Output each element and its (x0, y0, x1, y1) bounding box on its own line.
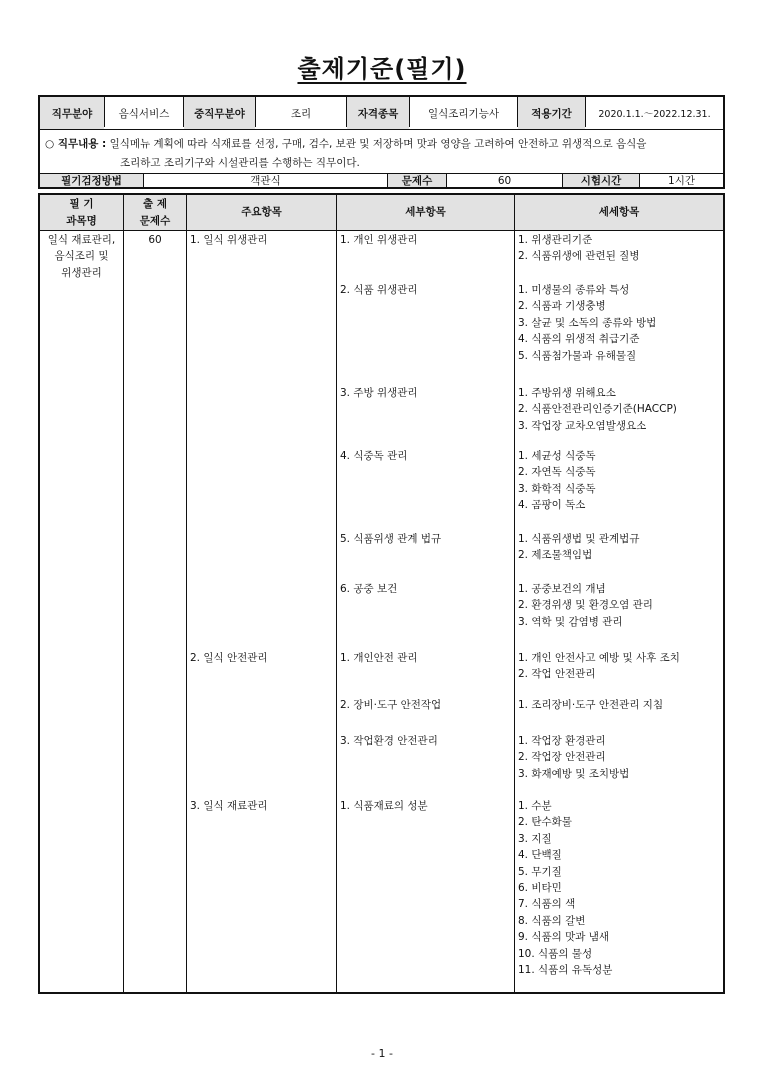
sub-item: 3. 주방 위생관리 (340, 387, 418, 399)
sub-item: 6. 공중 보건 (340, 583, 398, 595)
detail-item: 2. 제조물책임법 (518, 549, 593, 562)
row-divider (40, 129, 723, 130)
detail-item: 11. 식품의 유독성분 (518, 964, 613, 977)
detail-item: 2. 식품위생에 관련된 질병 (518, 250, 640, 263)
detail-list (518, 385, 677, 434)
job-field-label: 직무분야 (40, 97, 104, 129)
time-value: 1시간 (668, 175, 695, 187)
mid-field-label: 중직무분야 (184, 97, 255, 129)
header-count (124, 195, 186, 230)
detail-item: 1. 미생물의 종류와 특성 (518, 284, 630, 296)
cert-label: 자격종목 (347, 97, 409, 129)
detail-item: 1. 위생관리기준 (518, 234, 593, 246)
detail-item: 3. 지질 (518, 832, 552, 845)
detail-item: 1. 세균성 식중독 (518, 450, 596, 462)
detail-item: 4. 단백질 (518, 849, 562, 862)
col-divider (123, 195, 124, 992)
detail-list (518, 581, 653, 630)
detail-item: 9. 식품의 맛과 냄새 (518, 931, 610, 944)
detail-list (518, 531, 639, 564)
detail-item: 3. 작업장 교차오염발생요소 (518, 419, 647, 432)
detail-item: 10. 식품의 물성 (518, 947, 593, 960)
detail-item: 2. 탄수화물 (518, 816, 572, 829)
cert-value: 일식조리기능사 (427, 107, 499, 120)
detail-list (518, 448, 596, 514)
detail-item: 3. 살균 및 소독의 종류와 방법 (518, 316, 657, 329)
detail-item: 2. 자연독 식중독 (518, 466, 596, 479)
detail-item: 7. 식품의 색 (518, 898, 576, 911)
detail-item: 4. 곰팡이 독소 (518, 499, 586, 512)
detail-item: 2. 식품안전관리인증기준(HACCP) (518, 403, 677, 416)
detail-item: 4. 식품의 위생적 취급기준 (518, 333, 640, 346)
period-value: 2020.1.1.～2022.12.31. (598, 109, 711, 120)
header-subject-line1: 필 기 (69, 197, 94, 210)
sub-item: 2. 식품 위생관리 (340, 284, 418, 296)
detail-list (518, 650, 680, 683)
duty-text-line1: 일식메뉴 계획에 따라 식재료를 선정, 구매, 검수, 보관 및 저장하며 맛과 영양을 고려하여 안전하고 위생적으로 음식을 (109, 138, 647, 150)
subject-line: 음식조리 및 (54, 250, 109, 263)
exam-info-box (38, 95, 725, 189)
main-item: 3. 일식 재료관리 (190, 800, 268, 812)
detail-item: 1. 수분 (518, 800, 552, 812)
count-value: 60 (497, 174, 512, 187)
col-divider (186, 195, 187, 992)
detail-item: 2. 작업 안전관리 (518, 668, 596, 681)
mid-field-value: 조리 (290, 107, 312, 120)
page-title: 출제기준(필기) (297, 55, 467, 83)
period-label: 적용기간 (518, 97, 585, 129)
header-subject-line2: 과목명 (66, 214, 97, 227)
job-field-value: 음식서비스 (118, 107, 170, 120)
detail-item: 1. 작업장 환경관리 (518, 735, 606, 747)
duty-description (45, 135, 725, 173)
detail-item: 6. 비타민 (518, 882, 562, 895)
header-detail-item: 세세항목 (598, 206, 640, 218)
col-divider (514, 195, 515, 992)
detail-item: 1. 공중보건의 개념 (518, 583, 606, 595)
method-label: 필기검정방법 (40, 174, 143, 187)
header-count-line2: 문제수 (139, 214, 171, 227)
main-item: 2. 일식 안전관리 (190, 652, 268, 664)
col-divider (336, 195, 337, 992)
detail-item: 8. 식품의 갈변 (518, 914, 586, 927)
detail-list (518, 798, 612, 978)
detail-item: 3. 화학적 식중독 (518, 482, 596, 495)
detail-list (518, 733, 629, 782)
subject-line: 위생관리 (61, 266, 102, 279)
table-header (40, 195, 723, 231)
method-value: 객관식 (250, 175, 281, 187)
sub-item: 2. 장비·도구 안전작업 (340, 699, 442, 711)
duty-label: ○ 직무내용 : (45, 138, 107, 150)
sub-item: 1. 식품재료의 성분 (340, 800, 428, 812)
detail-list (518, 697, 663, 713)
detail-item: 5. 무기질 (518, 865, 562, 878)
header-count-line1: 출 제 (143, 197, 167, 210)
sub-item: 3. 작업환경 안전관리 (340, 735, 438, 747)
detail-item: 3. 화재예방 및 조치방법 (518, 767, 630, 780)
detail-list (518, 232, 639, 265)
main-item: 1. 일식 위생관리 (190, 234, 268, 246)
detail-item: 2. 환경위생 및 환경오염 관리 (518, 599, 653, 612)
detail-item: 3. 역학 및 감염병 관리 (518, 615, 623, 628)
detail-item: 1. 조리장비·도구 안전관리 지침 (518, 699, 664, 711)
detail-item: 5. 식품첨가물과 유해물질 (518, 349, 637, 362)
page-number: - 1 - (371, 1047, 393, 1060)
detail-item: 1. 식품위생법 및 관계법규 (518, 533, 640, 545)
header-subject (40, 195, 123, 230)
question-count: 60 (148, 234, 162, 246)
header-main-item: 주요항목 (241, 206, 282, 218)
detail-list (518, 282, 656, 364)
subject-name (40, 232, 123, 281)
time-label: 시험시간 (563, 174, 639, 187)
detail-item: 2. 작업장 안전관리 (518, 751, 606, 764)
detail-item: 1. 개인 안전사고 예방 및 사후 조치 (518, 652, 680, 664)
sub-item: 4. 식중독 관리 (340, 450, 408, 462)
detail-item: 1. 주방위생 위해요소 (518, 387, 616, 399)
header-sub-item: 세부항목 (405, 206, 446, 218)
subject-line: 일식 재료관리, (47, 234, 116, 246)
count-label: 문제수 (388, 174, 446, 187)
exam-criteria-table (38, 193, 725, 994)
detail-item: 2. 식품과 기생충병 (518, 300, 606, 313)
sub-item: 1. 개인안전 관리 (340, 652, 418, 664)
sub-item: 5. 식품위생 관계 법규 (340, 533, 442, 545)
sub-item: 1. 개인 위생관리 (340, 234, 418, 246)
duty-text-line2: 조리하고 조리기구와 시설관리를 수행하는 직무이다. (120, 157, 360, 169)
